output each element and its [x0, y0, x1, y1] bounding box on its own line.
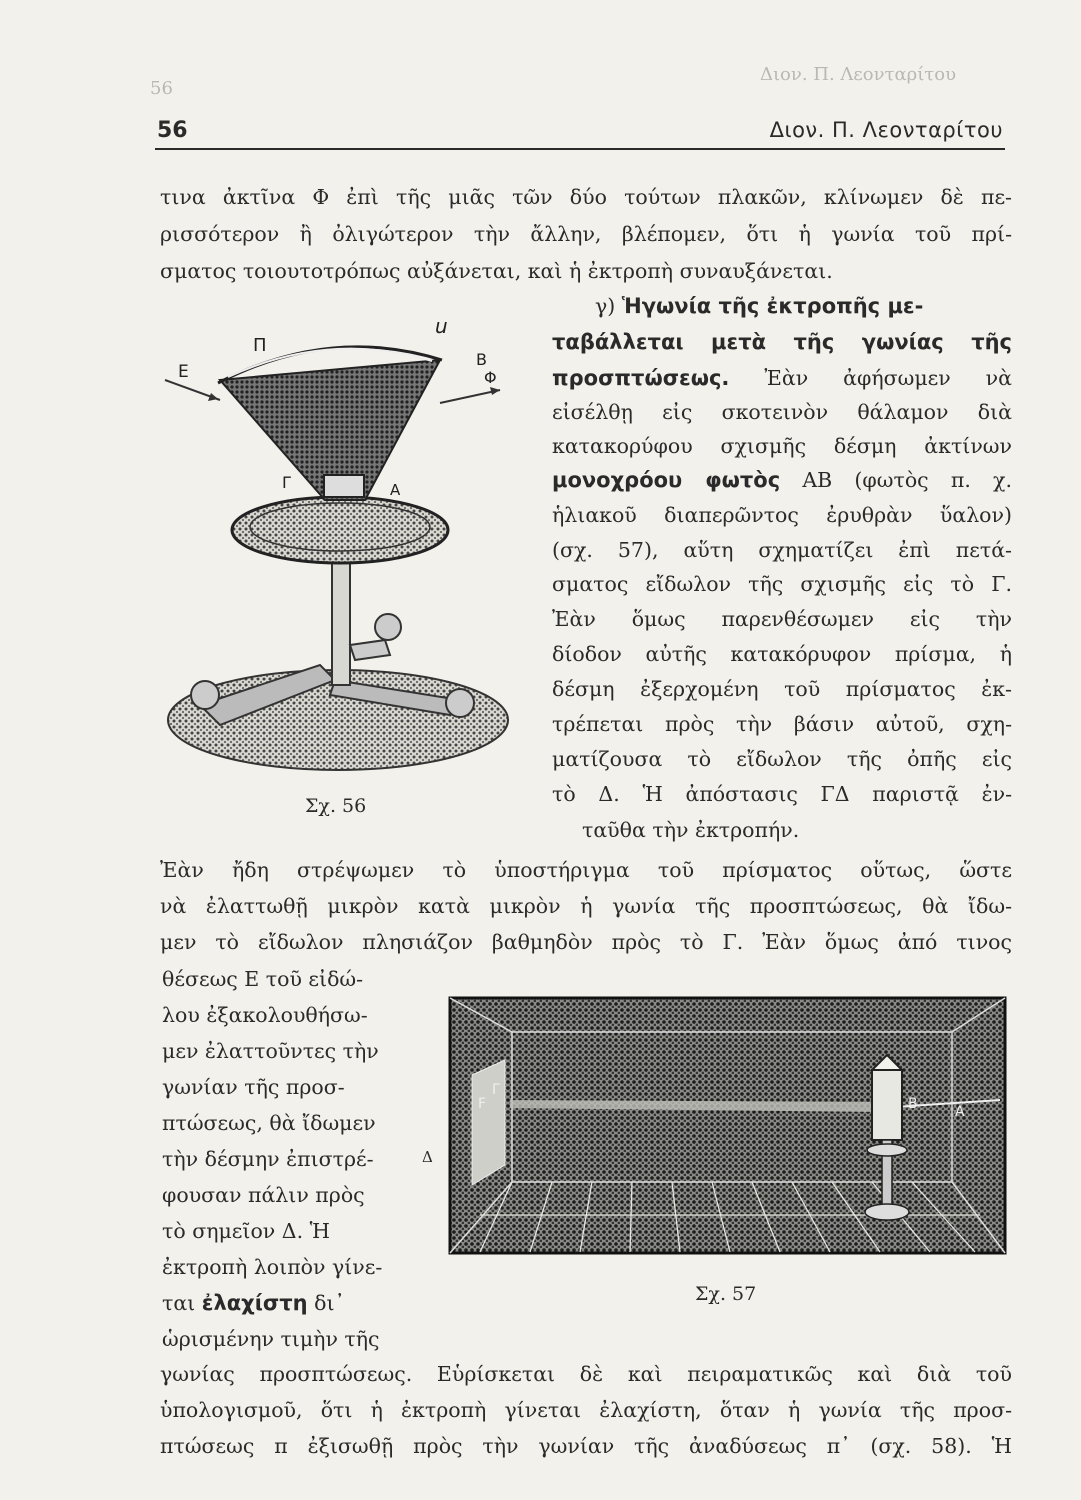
- text-line: [162, 1291, 345, 1316]
- figure-label: Γ: [282, 473, 291, 492]
- turntable-disk: [232, 497, 448, 563]
- text-line: τινα ἀκτῖνα Φ ἐπὶ τῆς μιᾶς τῶν δύο τούτων πλακῶν, κλίνωμεν δὲ πε-: [160, 185, 1012, 209]
- text-line: ταῦθα τὴν ἐκτροπήν.: [582, 818, 800, 842]
- figure-label: Γ: [492, 1082, 500, 1098]
- text-line: νὰ ἐλαττωθῇ μικρὸν κατὰ μικρὸν ἡ γωνία τῆς προσπτώσεως, θὰ ἴδω-: [160, 894, 1012, 918]
- section-label: γ): [595, 294, 616, 318]
- figure-57-side-label: Δ: [422, 1148, 433, 1166]
- bold-term: ἐλαχίστη: [201, 1291, 308, 1315]
- prism: [872, 1070, 902, 1140]
- text-line: πτώσεως π ἐξισωθῇ πρὸς τὴν γωνίαν τῆς ἀναδύσεως π᾿ (σχ. 58). Ἡ: [160, 1434, 1012, 1458]
- figure-56-drawing: [160, 305, 515, 775]
- section-heading: Ἡγωνία τῆς ἐκτροπῆς με-: [621, 294, 924, 318]
- text-line: ὡρισμένην τιμὴν τῆς: [162, 1327, 380, 1351]
- text-line: [552, 468, 1012, 493]
- section-heading-line: ταβάλλεται μετὰ τῆς γωνίας τῆς: [552, 330, 1012, 354]
- bold-term: μονοχρόου φωτὸς: [552, 468, 781, 492]
- screen: [472, 1060, 505, 1185]
- text-line: γωνίαν τῆς προσ-: [162, 1075, 345, 1099]
- text-line: ματίζουσα τὸ εἴδωλον τῆς ὀπῆς εἰς: [552, 747, 1012, 771]
- text-line: δίοδον αὐτῆς κατακόρυφον πρίσμα, ἡ: [552, 642, 1012, 666]
- text-fragment: δι᾿: [314, 1291, 345, 1315]
- text-line: τρέπεται πρὸς τὴν βάσιν αὐτοῦ, σχη-: [552, 712, 1012, 736]
- figure-label: Ε: [178, 362, 189, 382]
- text-line: μεν τὸ εἴδωλον πλησιάζον βαθμηδὸν πρὸς τὸ Γ. Ἐὰν ὅμως ἀπό τινος: [160, 930, 1012, 954]
- text-line: εἰσέλθῃ εἰς σκοτεινὸν θάλαμον διὰ: [552, 400, 1012, 424]
- figure-56: [160, 305, 515, 775]
- bleed-through-running-head: Διον. Π. Λεονταρίτου: [760, 64, 957, 85]
- text-line: κατακορύφου σχισμῆς δέσμη ἀκτίνων: [552, 434, 1012, 458]
- text-line: ἐκτροπὴ λοιπὸν γίνε-: [162, 1255, 383, 1279]
- figure-56-caption: Σχ. 56: [305, 795, 367, 817]
- foot-screw: [191, 681, 219, 709]
- text-fragment: ται: [162, 1291, 196, 1315]
- figure-label: B: [908, 1096, 918, 1112]
- section-heading: προσπτώσεως.: [552, 366, 730, 390]
- text-line: ἡλιακοῦ διαπερῶντος ἐρυθρὰν ὕαλον): [552, 503, 1012, 527]
- text-line: φουσαν πάλιν πρὸς: [162, 1183, 365, 1207]
- text-line: πτώσεως, θὰ ἴδωμεν: [162, 1111, 376, 1135]
- text-line: Ἐὰν ἤδη στρέψωμεν τὸ ὑποστήριγμα τοῦ πρίσματος οὕτως, ὥστε: [160, 858, 1012, 882]
- text-line: λου ἐξακολουθήσω-: [162, 1003, 368, 1027]
- figure-57-drawing: [440, 990, 1010, 1260]
- text-line: ὑπολογισμοῦ, ὅτι ἡ ἐκτροπὴ γίνεται ἐλαχίστη, ὅταν ἡ γωνία τῆς προσ-: [160, 1398, 1012, 1422]
- section-heading-line: [595, 294, 923, 319]
- text-line: τὸ Δ. Ἡ ἀπόστασις ΓΔ παριστᾷ ἐν-: [552, 782, 1012, 806]
- figure-label: F: [478, 1096, 487, 1112]
- foot-screw: [446, 689, 474, 717]
- text-line: Ἐὰν ὅμως παρενθέσωμεν εἰς τὴν: [552, 607, 1012, 631]
- figure-label: Π: [253, 335, 267, 356]
- header-rule: [155, 148, 1005, 150]
- emergent-ray: [440, 390, 500, 403]
- text-line: δέσμη ἐξερχομένη τοῦ πρίσματος ἐκ-: [552, 677, 1012, 701]
- page-number: 56: [157, 118, 188, 143]
- text-fragment: ΑΒ (φωτὸς π. χ.: [802, 468, 1012, 492]
- section-heading-line: [552, 366, 1012, 391]
- running-head: Διον. Π. Λεονταρίτου: [769, 118, 1003, 142]
- figure-57-caption: Σχ. 57: [695, 1283, 757, 1305]
- text-line: γωνίας προσπτώσεως. Εὑρίσκεται δὲ καὶ πειραματικῶς καὶ διὰ τοῦ: [160, 1362, 1012, 1386]
- bleed-through-page-number: 56: [150, 78, 173, 99]
- text-line: ρισσότερον ἢ ὀλιγώτερον τὴν ἄλλην, βλέπομεν, ὅτι ἡ γωνία τοῦ πρί-: [160, 222, 1012, 246]
- text-line: (σχ. 57), αὕτη σχηματίζει ἐπὶ πετά-: [552, 538, 1012, 562]
- figure-label: Α: [390, 481, 401, 499]
- text-line: σματος τοιουτοτρόπως αὐξάνεται, καὶ ἡ ἐκτροπὴ συναυξάνεται.: [160, 259, 833, 283]
- figure-57: [440, 990, 1010, 1260]
- text-line: σματος εἴδωλον τῆς σχισμῆς εἰς τὸ Γ.: [552, 572, 1012, 596]
- text-line: τὴν δέσμην ἐπιστρέ-: [162, 1147, 374, 1171]
- figure-label: A: [955, 1104, 965, 1120]
- text-line: τὸ σημεῖον Δ. Ἡ: [162, 1219, 330, 1243]
- figure-label: Φ: [484, 368, 497, 387]
- text-line: θέσεως Ε τοῦ εἰδώ-: [162, 967, 364, 991]
- figure-label: Β: [476, 350, 487, 369]
- text-line: μεν ἐλαττοῦντες τὴν: [162, 1039, 379, 1063]
- text-line: Ἐὰν ἀφήσωμεν νὰ: [764, 366, 1012, 390]
- figure-label: u: [435, 314, 448, 338]
